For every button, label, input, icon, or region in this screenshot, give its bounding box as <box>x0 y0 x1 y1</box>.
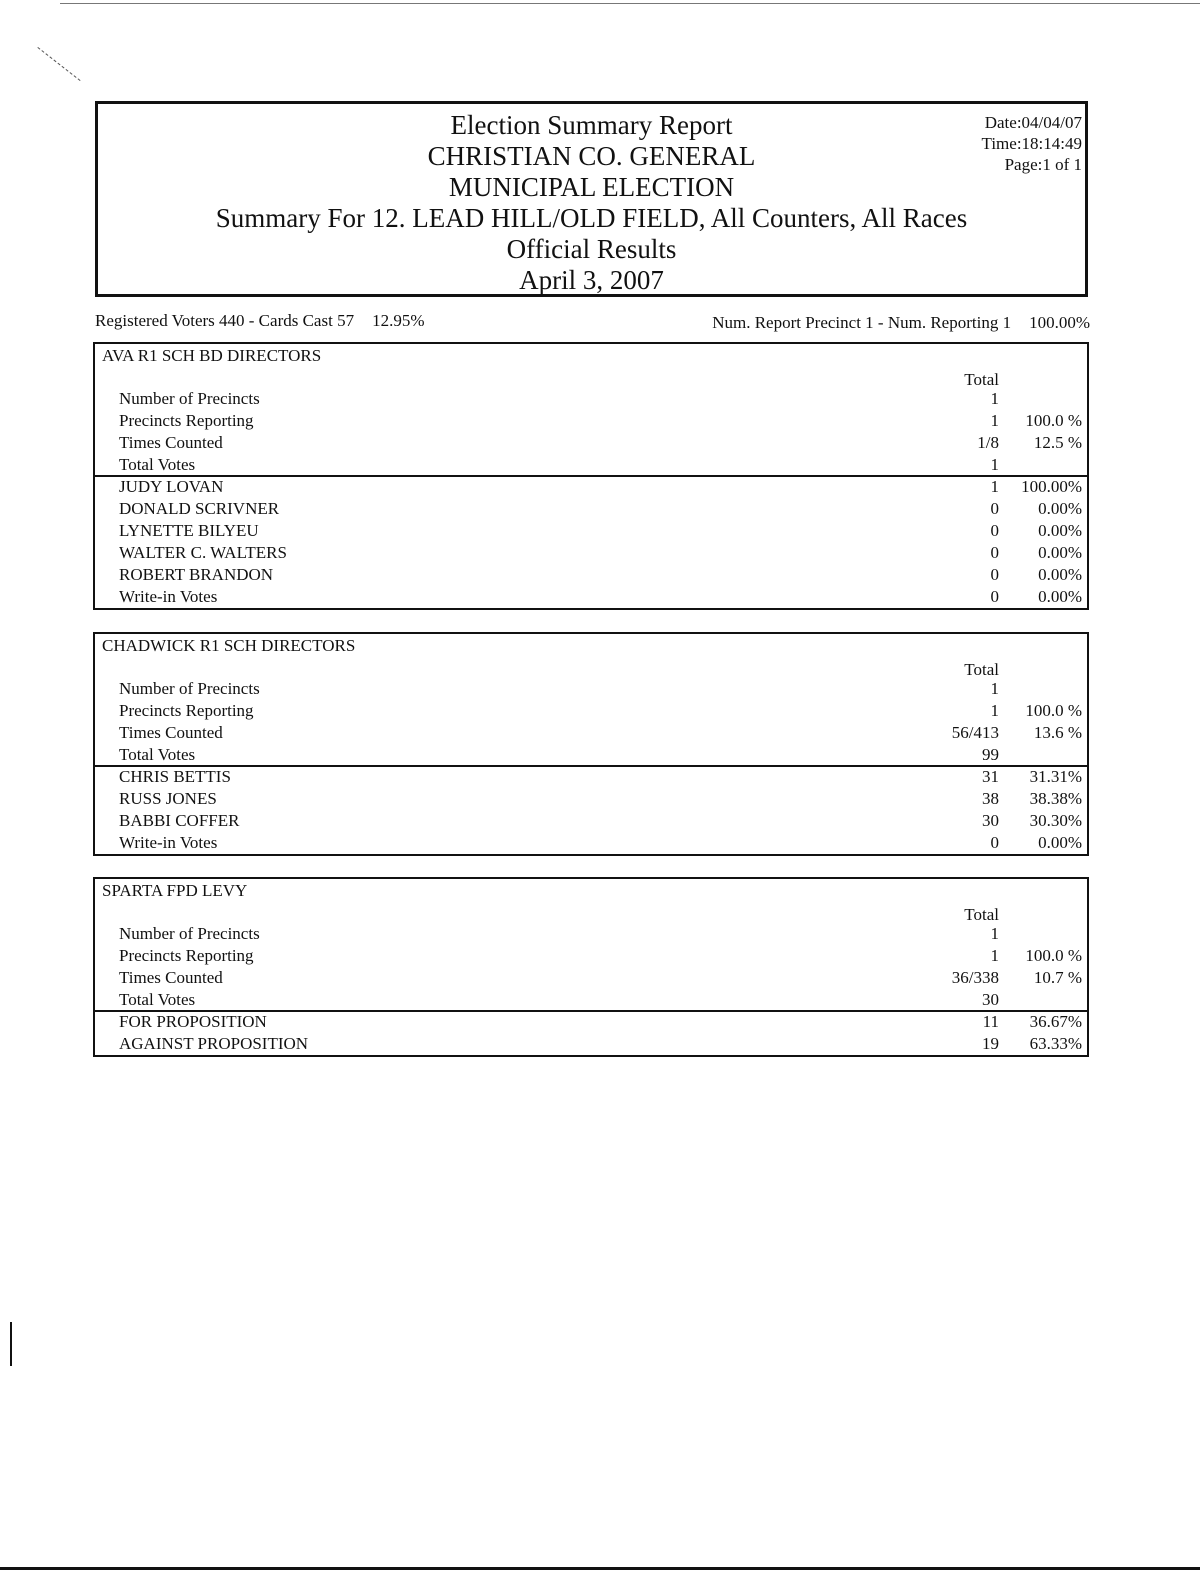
row-percent: 0.00% <box>1038 833 1082 852</box>
race-title: CHADWICK R1 SCH DIRECTORS <box>102 636 356 655</box>
scan-edge-bottom <box>0 1567 1200 1570</box>
row-label: DONALD SCRIVNER <box>119 499 280 518</box>
row-percent: 100.0 % <box>1025 411 1082 430</box>
row-percent: 100.00% <box>1021 477 1082 496</box>
summary-scope: Summary For 12. LEAD HILL/OLD FIELD, All Counters, All Races <box>215 203 968 233</box>
row-percent: 36.67% <box>1029 1012 1082 1031</box>
scan-stray-mark <box>37 47 80 81</box>
row-value: 56/413 <box>951 723 999 742</box>
row-label: Precincts Reporting <box>119 411 254 430</box>
stat-row <box>95 945 1087 967</box>
stat-row <box>95 678 1087 700</box>
row-value: 31 <box>982 767 999 786</box>
candidate-row <box>95 1011 1087 1033</box>
row-value: 19 <box>982 1034 999 1053</box>
row-percent: 100.0 % <box>1025 946 1082 965</box>
row-value: 36/338 <box>951 968 999 987</box>
stat-row <box>95 700 1087 722</box>
row-label: CHRIS BETTIS <box>119 767 231 786</box>
candidate-row <box>95 788 1087 810</box>
row-value: 0 <box>990 543 999 562</box>
row-label: WALTER C. WALTERS <box>119 543 287 562</box>
row-label: ROBERT BRANDON <box>119 565 274 584</box>
scan-edge-top <box>60 3 1200 4</box>
row-percent: 0.00% <box>1038 565 1082 584</box>
row-label: BABBI COFFER <box>119 811 240 830</box>
candidate-row <box>95 498 1087 520</box>
row-percent: 0.00% <box>1038 543 1082 562</box>
race-table <box>93 342 1089 610</box>
page-number: Page:1 of 1 <box>1004 155 1082 174</box>
candidate-row <box>95 564 1087 586</box>
row-label: FOR PROPOSITION <box>119 1012 267 1031</box>
election-name: MUNICIPAL ELECTION <box>448 172 735 202</box>
report-title: Election Summary Report <box>450 110 733 140</box>
row-percent: 31.31% <box>1029 767 1082 786</box>
row-value: 1 <box>990 946 999 965</box>
stat-row <box>95 722 1087 744</box>
row-value: 0 <box>990 521 999 540</box>
total-column-header: Total <box>964 370 999 389</box>
registered-voters: Registered Voters 440 - Cards Cast 57 <box>95 311 355 330</box>
voters-summary <box>95 311 425 331</box>
row-label: Number of Precincts <box>119 389 260 408</box>
candidate-row <box>95 586 1087 608</box>
stat-row <box>95 967 1087 989</box>
candidate-row <box>95 766 1087 788</box>
row-label: Times Counted <box>119 968 223 987</box>
row-value: 1 <box>990 389 999 408</box>
reporting-percent: 100.00% <box>1029 313 1090 332</box>
row-value: 1 <box>990 411 999 430</box>
stat-row <box>95 432 1087 454</box>
reporting-summary <box>712 313 1090 333</box>
turnout-percent: 12.95% <box>372 311 425 330</box>
candidate-row <box>95 542 1087 564</box>
row-label: Times Counted <box>119 433 223 452</box>
row-value: 30 <box>982 811 999 830</box>
row-percent: 100.0 % <box>1025 701 1082 720</box>
stat-row <box>95 410 1087 432</box>
row-value: 0 <box>990 499 999 518</box>
stat-row <box>95 989 1087 1011</box>
row-label: Number of Precincts <box>119 679 260 698</box>
row-value: 38 <box>982 789 999 808</box>
row-label: AGAINST PROPOSITION <box>119 1034 309 1053</box>
row-value: 0 <box>990 833 999 852</box>
row-label: JUDY LOVAN <box>119 477 224 496</box>
total-column-header: Total <box>964 905 999 924</box>
total-column-header: Total <box>964 660 999 679</box>
race-title: AVA R1 SCH BD DIRECTORS <box>102 346 322 365</box>
row-value: 1 <box>990 701 999 720</box>
row-label: Number of Precincts <box>119 924 260 943</box>
stat-row <box>95 388 1087 410</box>
row-value: 1 <box>990 477 999 496</box>
row-percent: 13.6 % <box>1033 723 1082 742</box>
row-label: Total Votes <box>119 455 196 474</box>
row-percent: 0.00% <box>1038 499 1082 518</box>
row-percent: 0.00% <box>1038 521 1082 540</box>
row-value: 1/8 <box>977 433 999 452</box>
row-label: Times Counted <box>119 723 223 742</box>
stat-row <box>95 744 1087 766</box>
stat-row <box>95 454 1087 476</box>
precincts-reporting: Num. Report Precinct 1 - Num. Reporting 1 <box>712 313 1012 332</box>
report-time: Time:18:14:49 <box>981 134 1082 153</box>
row-value: 99 <box>982 745 999 764</box>
report-date: Date:04/04/07 <box>984 113 1082 132</box>
row-label: LYNETTE BILYEU <box>119 521 259 540</box>
row-value: 11 <box>982 1012 999 1031</box>
row-label: Precincts Reporting <box>119 701 254 720</box>
row-label: Total Votes <box>119 745 196 764</box>
row-label: Precincts Reporting <box>119 946 254 965</box>
row-percent: 10.7 % <box>1033 968 1082 987</box>
row-percent: 12.5 % <box>1033 433 1082 452</box>
row-percent: 63.33% <box>1029 1034 1082 1053</box>
row-label: RUSS JONES <box>119 789 217 808</box>
candidate-row <box>95 476 1087 498</box>
candidate-row <box>95 520 1087 542</box>
row-label: Write-in Votes <box>119 833 218 852</box>
row-label: Write-in Votes <box>119 587 218 606</box>
row-percent: 0.00% <box>1038 587 1082 606</box>
row-value: 1 <box>990 924 999 943</box>
row-percent: 38.38% <box>1029 789 1082 808</box>
row-value: 1 <box>990 455 999 474</box>
row-value: 30 <box>982 990 999 1009</box>
candidate-row <box>95 832 1087 854</box>
county-name: CHRISTIAN CO. GENERAL <box>427 141 756 171</box>
row-percent: 30.30% <box>1029 811 1082 830</box>
row-value: 1 <box>990 679 999 698</box>
row-value: 0 <box>990 587 999 606</box>
race-table <box>93 877 1089 1057</box>
row-value: 0 <box>990 565 999 584</box>
report-header <box>95 101 1088 297</box>
election-date: April 3, 2007 <box>519 265 664 295</box>
scan-margin-mark <box>10 1322 12 1366</box>
race-title: SPARTA FPD LEVY <box>102 881 248 900</box>
results-status: Official Results <box>506 234 677 264</box>
candidate-row <box>95 1033 1087 1055</box>
stat-row <box>95 923 1087 945</box>
row-label: Total Votes <box>119 990 196 1009</box>
candidate-row <box>95 810 1087 832</box>
race-table <box>93 632 1089 856</box>
